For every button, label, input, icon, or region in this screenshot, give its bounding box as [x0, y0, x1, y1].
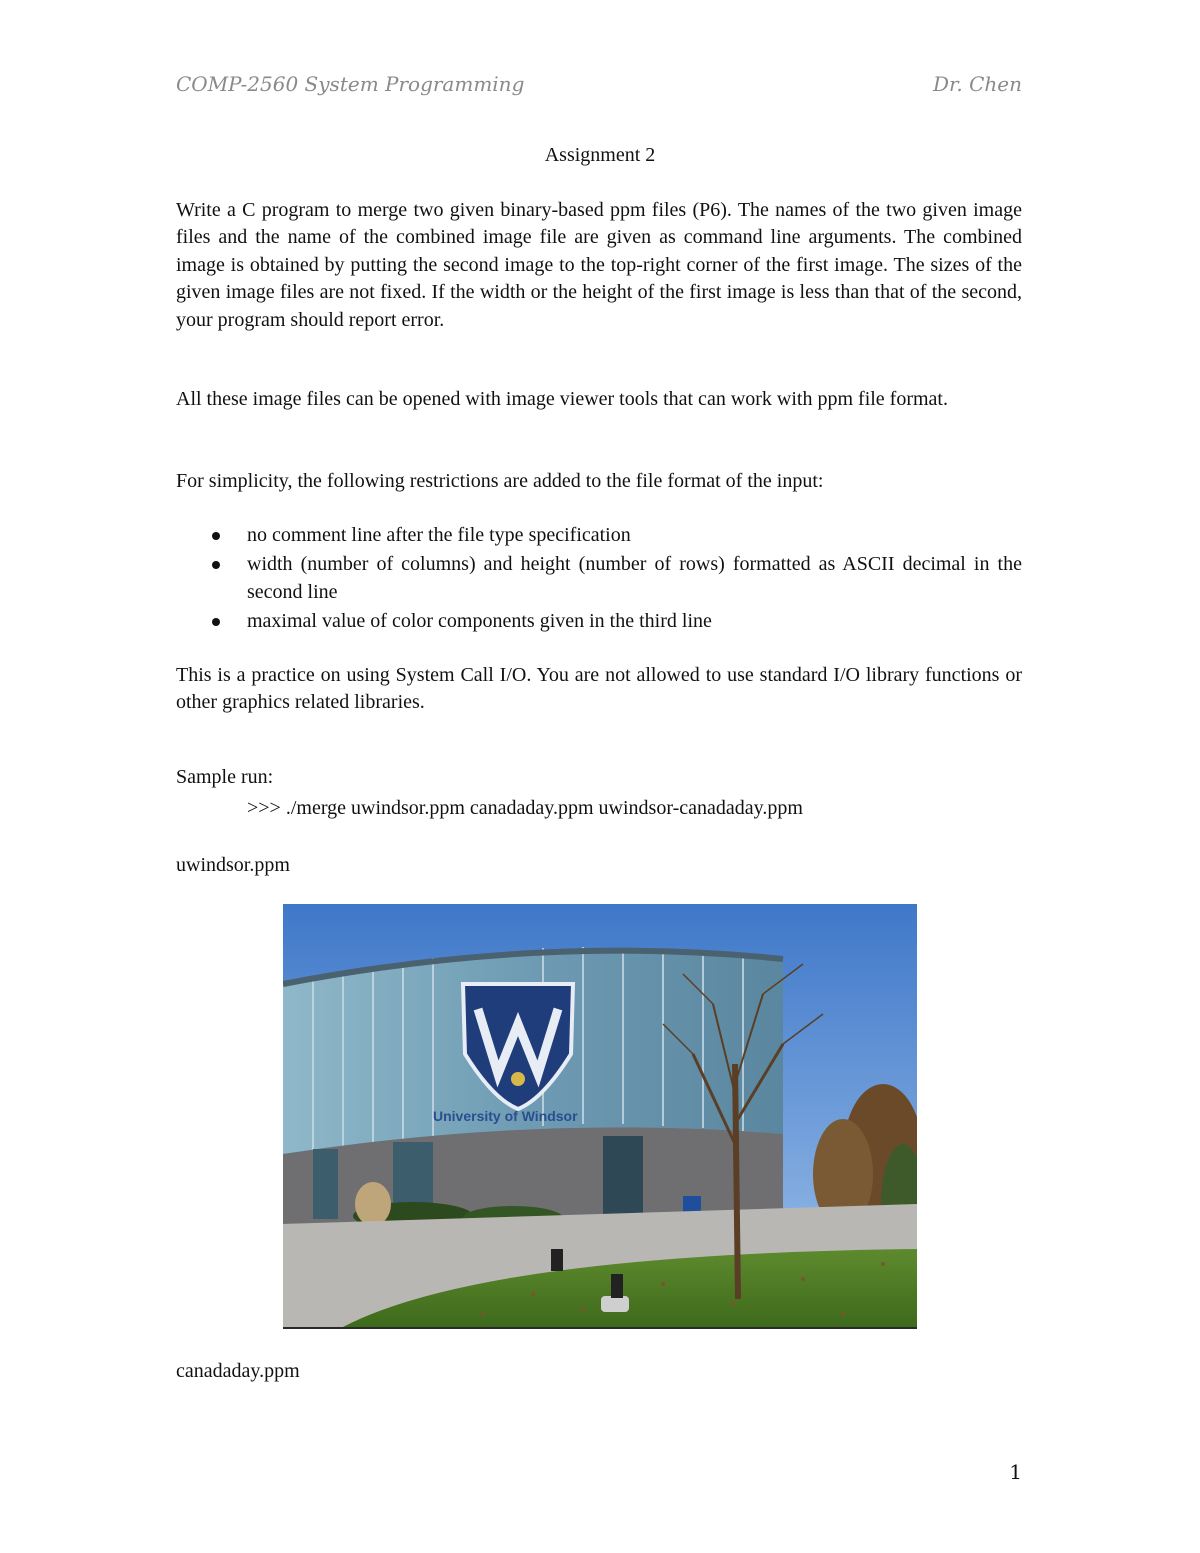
photo-sign-text: University of Windsor	[433, 1108, 578, 1124]
running-header-course: COMP-2560 System Programming	[176, 72, 525, 96]
page-number: 1	[1009, 1460, 1022, 1484]
paragraph-restrictions-intro: For simplicity, the following restrictions are added to the file format of the input:	[176, 470, 824, 492]
figure-label-uwindsor: uwindsor.ppm	[176, 854, 290, 876]
running-header-instructor: Dr. Chen	[932, 72, 1022, 96]
assignment-title: Assignment 2	[544, 144, 656, 166]
paragraph-viewer: All these image files can be opened with image viewer tools that can work with ppm file format.	[176, 388, 948, 410]
sample-command: >>> ./merge uwindsor.ppm canadaday.ppm uwindsor-canadaday.ppm	[247, 797, 803, 819]
restrictions-list	[176, 522, 1022, 638]
figure-label-canadaday: canadaday.ppm	[176, 1360, 300, 1382]
paragraph-intro: Write a C program to merge two given binary-based ppm files (P6). The names of the two given image files and the name of the combined image file are given as command line arguments. The combined image is obtained by putting the second image to the top-right corner of the first image. The sizes of the given image files are not fixed. If the width or the height of the first image is less than that of the second, your program should report error.	[176, 199, 1022, 331]
paragraph-practice: This is a practice on using System Call I/O. You are not allowed to use standard I/O library functions or other graphics related libraries.	[176, 664, 1022, 714]
list-item: maximal value of color components given in the third line	[176, 608, 1022, 635]
paragraph-sample-run: Sample run:	[176, 766, 274, 788]
list-item: width (number of columns) and height (number of rows) formatted as ASCII decimal in the second line	[176, 551, 1022, 606]
list-item: no comment line after the file type specification	[176, 522, 1022, 549]
uwindsor-photo	[283, 904, 917, 1329]
